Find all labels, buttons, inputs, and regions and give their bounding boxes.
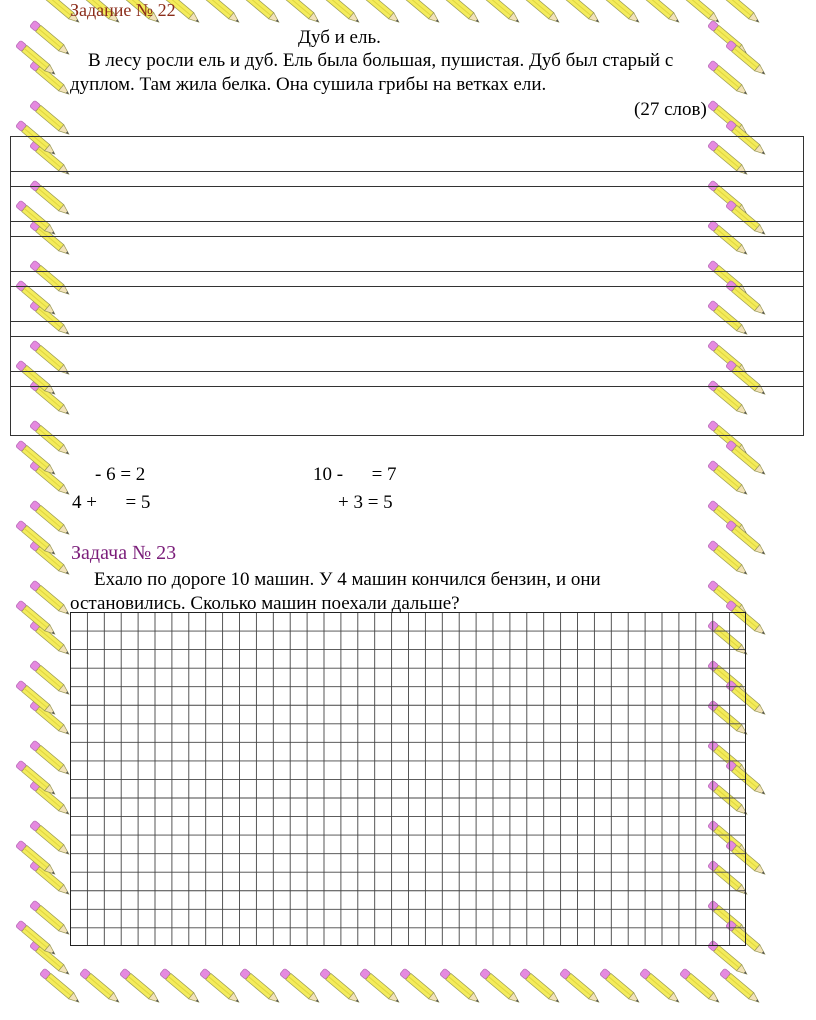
pencil-icon — [520, 968, 562, 1005]
pencil-icon — [726, 40, 768, 77]
pencil-icon — [30, 100, 72, 137]
pencil-icon — [726, 440, 768, 477]
problem-line-2: остановились. Сколько машин поехали дальше? — [70, 593, 460, 614]
pencil-icon — [720, 968, 762, 1005]
pencil-icon — [680, 0, 722, 25]
word-count: (27 слов) — [634, 99, 707, 120]
pencil-icon — [30, 820, 72, 857]
pencil-icon — [30, 900, 72, 937]
pencil-icon — [30, 580, 72, 617]
pencil-icon — [360, 0, 402, 25]
math-equation-2: 10 - = 7 — [313, 464, 397, 485]
pencil-icon — [200, 968, 242, 1005]
text-line-2: дуплом. Там жила белка. Она сушила грибы на ветках ели. — [70, 74, 547, 95]
math-equation-3: 4 + = 5 — [72, 492, 151, 513]
pencil-icon — [30, 20, 72, 57]
pencil-icon — [400, 0, 442, 25]
writing-lines[interactable] — [10, 136, 804, 436]
pencil-icon — [560, 968, 602, 1005]
pencil-icon — [440, 0, 482, 25]
pencil-icon — [160, 968, 202, 1005]
pencil-icon — [30, 500, 72, 537]
text-title: Дуб и ель. — [298, 27, 381, 48]
pencil-icon — [520, 0, 562, 25]
pencil-icon — [480, 968, 522, 1005]
pencil-icon — [600, 0, 642, 25]
task22-heading: Задание № 22 — [70, 0, 176, 20]
pencil-icon — [80, 968, 122, 1005]
pencil-icon — [640, 0, 682, 25]
task23-heading: Задача № 23 — [71, 542, 177, 564]
math-equation-4: + 3 = 5 — [338, 492, 393, 513]
pencil-icon — [440, 968, 482, 1005]
pencil-icon — [708, 460, 750, 497]
pencil-icon — [600, 968, 642, 1005]
pencil-icon — [360, 968, 402, 1005]
pencil-icon — [640, 968, 682, 1005]
pencil-icon — [708, 60, 750, 97]
pencil-icon — [280, 0, 322, 25]
pencil-icon — [560, 0, 602, 25]
pencil-icon — [400, 968, 442, 1005]
pencil-icon — [240, 0, 282, 25]
math-equation-1: - 6 = 2 — [95, 464, 146, 485]
pencil-icon — [480, 0, 522, 25]
pencil-icon — [30, 660, 72, 697]
pencil-icon — [40, 968, 82, 1005]
pencil-icon — [120, 968, 162, 1005]
pencil-icon — [200, 0, 242, 25]
answer-grid[interactable] — [70, 612, 746, 946]
pencil-icon — [240, 968, 282, 1005]
text-line-1: В лесу росли ель и дуб. Ель была большая, пушистая. Дуб был старый с — [88, 50, 674, 71]
pencil-icon — [708, 540, 750, 577]
pencil-icon — [30, 740, 72, 777]
pencil-icon — [680, 968, 722, 1005]
pencil-icon — [726, 520, 768, 557]
pencil-icon — [320, 968, 362, 1005]
pencil-icon — [320, 0, 362, 25]
pencil-icon — [280, 968, 322, 1005]
pencil-icon — [720, 0, 762, 25]
problem-line-1: Ехало по дороге 10 машин. У 4 машин кончился бензин, и они — [94, 569, 601, 590]
